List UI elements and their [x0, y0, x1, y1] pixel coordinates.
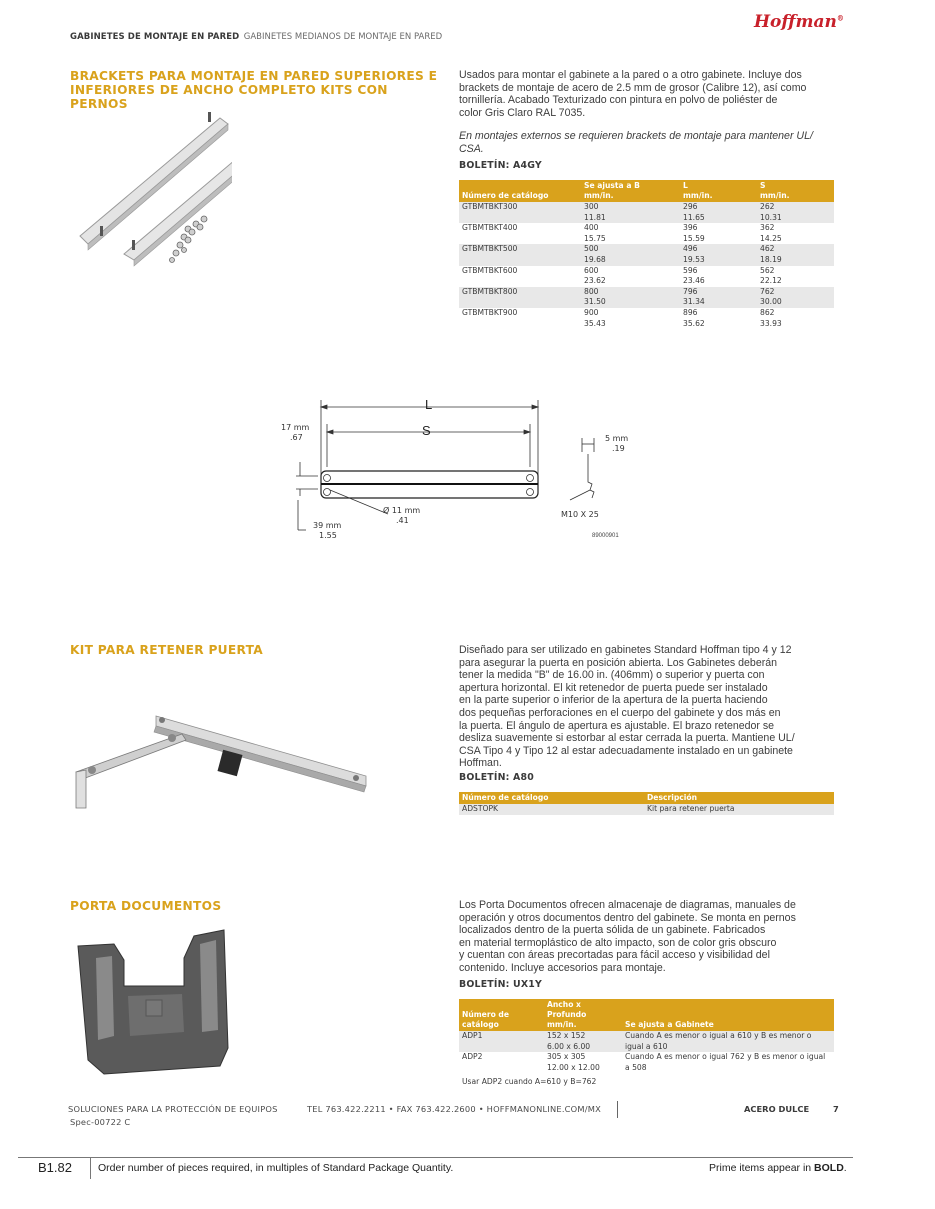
cell-l: 596 23.46 — [683, 265, 705, 286]
prime-period: . — [843, 1162, 847, 1174]
footer-divider — [617, 1101, 618, 1118]
footer-tagline: SOLUCIONES PARA LA PROTECCIÓN DE EQUIPOS — [68, 1104, 278, 1114]
table-header-row — [459, 180, 834, 202]
text-line: brackets de montaje de acero de 2.5 mm de grosor (Calibre 12), así como — [459, 81, 807, 94]
table-row — [459, 308, 834, 329]
text-line: apertura horizontal. El kit retenedor de puerta puede ser instalado — [459, 681, 768, 694]
cell-fits: Cuando A es menor o igual a 610 y B es menor o igual a 610 — [622, 1031, 834, 1052]
text-line: dos pequeñas perforaciones en el cuerpo del gabinete y dos más en — [459, 706, 781, 719]
section-title-door-stop-kit: KIT PARA RETENER PUERTA — [70, 643, 264, 657]
col-header-size: Ancho x Profundo mm/in. — [544, 999, 622, 1031]
text-line: tornillería. Acabado Texturizado con pintura en polvo de poliéster de — [459, 94, 778, 107]
prime-bold-word: BOLD — [814, 1162, 844, 1174]
cell-catalog: GTBMTBKT900 — [462, 307, 518, 317]
col-header-catalog: Número de catálogo — [459, 792, 644, 804]
wall-brackets-photo — [72, 104, 232, 279]
cell-s: 562 22.12 — [760, 265, 782, 286]
cell-description: Kit para retener puerta — [644, 804, 834, 815]
cell-catalog: ADSTOPK — [459, 804, 644, 815]
table-row — [459, 287, 834, 308]
hoffman-logo — [754, 12, 844, 32]
bulletin-a4gy: BOLETÍN: A4GY — [459, 160, 542, 171]
cell-fits-b: 900 35.43 — [584, 307, 606, 328]
catalog-page-id: B1.82 — [38, 1160, 72, 1175]
bottom-rule — [18, 1157, 853, 1158]
col-header-l: L mm/in. — [680, 180, 757, 202]
text-line: operación y otros documentos dentro del gabinete. Se monta en pernos — [459, 911, 796, 924]
table-row — [459, 804, 834, 815]
cell-l: 396 15.59 — [683, 223, 705, 243]
ul-csa-note — [459, 130, 849, 155]
footer-page-number: 7 — [833, 1104, 839, 1114]
prime-items-note — [709, 1162, 847, 1174]
cell-fits-b: 500 19.68 — [581, 244, 680, 265]
text-line: en la parte superior o inferior de la apertura de la puerta haciendo — [459, 694, 768, 707]
dimension-041: .41 — [396, 516, 409, 525]
cell-s: 362 14.25 — [760, 223, 782, 243]
section-title-document-holder: PORTA DOCUMENTOS — [70, 899, 222, 913]
table-row — [459, 244, 834, 265]
cell-fits-b: 400 15.75 — [584, 223, 606, 243]
logo-registered: ® — [836, 13, 844, 23]
bulletin-a80: BOLETÍN: A80 — [459, 772, 534, 783]
wall-brackets-description — [459, 69, 849, 119]
door-stop-kit-photo — [72, 700, 372, 815]
table-row — [459, 1031, 834, 1052]
cell-fits: Cuando A es menor o igual 762 y B es menor o igual a 508 — [625, 1052, 826, 1072]
cell-s: 862 33.93 — [760, 307, 782, 328]
text-line: Hoffman. — [459, 757, 502, 770]
bolt-size: M10 X 25 — [561, 510, 599, 519]
order-quantity-note: Order number of pieces required, in multiples of Standard Package Quantity. — [98, 1162, 454, 1174]
cell-l: 296 11.65 — [680, 202, 757, 223]
cell-catalog: ADP1 — [459, 1031, 544, 1052]
cell-size: 305 x 305 12.00 x 12.00 — [547, 1052, 600, 1072]
text-line: Los Porta Documentos ofrecen almacenaje de diagramas, manuales de — [459, 899, 796, 911]
dimension-5mm: 5 mm — [605, 434, 629, 443]
document-holder-description — [459, 899, 849, 975]
col-header-fits-enclosure: Se ajusta a Gabinete — [622, 999, 834, 1031]
col-header-fits-b: Se ajusta a B mm/in. — [581, 180, 680, 202]
cell-s: 262 10.31 — [757, 202, 834, 223]
bulletin-ux1y: BOLETÍN: UX1Y — [459, 979, 542, 990]
dimension-39mm: 39 mm — [313, 521, 342, 530]
bottom-divider — [90, 1157, 91, 1179]
col-header-description: Descripción — [644, 792, 834, 804]
dimension-019: .19 — [612, 444, 625, 453]
dimension-17mm: 17 mm — [281, 423, 310, 432]
footer-section: ACERO DULCE — [744, 1104, 810, 1114]
bracket-dimension-drawing — [270, 392, 650, 552]
drawing-number: 89000901 — [592, 533, 619, 539]
footer-contact: TEL 763.422.2211 • FAX 763.422.2600 • HOFFMANONLINE.COM/MX — [307, 1104, 602, 1114]
table-row — [459, 266, 834, 287]
table-header-row — [459, 999, 834, 1031]
cell-fits-b: 800 31.50 — [581, 287, 680, 308]
title-line: BRACKETS PARA MONTAJE EN PARED SUPERIORES E — [70, 69, 438, 83]
col-header-s: S mm/in. — [757, 180, 834, 202]
cell-fits-b: 300 11.81 — [581, 202, 680, 223]
col-header-catalog: Número de catálogo — [459, 180, 581, 202]
table-row — [459, 202, 834, 223]
footer-spec: Spec-00722 C — [70, 1117, 131, 1127]
text-line: color Gris Claro RAL 7035. — [459, 106, 586, 119]
header-category: GABINETES DE MONTAJE EN PARED — [70, 32, 240, 42]
cell-l: 896 35.62 — [683, 307, 705, 328]
dimension-067: .67 — [290, 433, 303, 442]
door-stop-kit-description — [459, 644, 849, 770]
page-header — [70, 26, 442, 44]
cell-s: 762 30.00 — [757, 287, 834, 308]
dimension-diameter: Ø 11 mm — [383, 506, 421, 515]
text-line: la puerta. El ángulo de apertura es ajustable. El brazo retenedor se — [459, 719, 775, 732]
cell-catalog: ADP2 — [462, 1052, 483, 1062]
cell-l: 796 31.34 — [680, 287, 757, 308]
text-line: desliza suavemente si estorbar al estar cerrada la puerta. Mantiene UL/ — [459, 732, 795, 745]
text-line: CSA. — [459, 142, 484, 155]
text-line: y cuentan con áreas precortadas para fácil acceso y visibilidad del — [459, 949, 770, 962]
prime-text: Prime items appear in — [709, 1162, 815, 1174]
document-holder-photo — [74, 928, 234, 1083]
title-line: INFERIORES DE ANCHO COMPLETO KITS CON PERNOS — [70, 83, 388, 111]
text-line: CSA Tipo 4 y Tipo 12 al estar adecuadamente instalado en un gabinete — [459, 744, 793, 757]
text-line: Usados para montar el gabinete a la pared o a otro gabinete. Incluye dos — [459, 69, 802, 81]
text-line: Diseñado para ser utilizado en gabinetes Standard Hoffman tipo 4 y 12 — [459, 644, 792, 656]
text-line: para asegurar la puerta en posición abierta. Los Gabinetes deberán — [459, 656, 778, 669]
dimension-155: 1.55 — [319, 531, 337, 540]
cell-catalog: GTBMTBKT800 — [459, 287, 581, 308]
document-holder-table — [459, 999, 834, 1073]
cell-fits-b: 600 23.62 — [584, 265, 606, 286]
text-line: localizados dentro de la puerta sólida de un gabinete. Fabricados — [459, 924, 766, 937]
wall-brackets-table — [459, 180, 834, 329]
logo-text: Hoffman — [754, 12, 837, 32]
text-line: contenido. Incluye accesorios para montaje. — [459, 961, 666, 974]
dimension-label-l: L — [425, 397, 433, 412]
cell-catalog: GTBMTBKT300 — [459, 202, 581, 223]
text-line: En montajes externos se requieren brackets de montaje para mantener UL/ — [459, 130, 813, 142]
cell-catalog: GTBMTBKT500 — [459, 244, 581, 265]
table-header-row — [459, 792, 834, 804]
table-row — [459, 1052, 834, 1073]
cell-catalog: GTBMTBKT600 — [462, 265, 518, 275]
cell-size: 152 x 152 6.00 x 6.00 — [544, 1031, 622, 1052]
text-line: en material termoplástico de alto impacto, son de color gris obscuro — [459, 936, 777, 949]
door-stop-kit-table — [459, 792, 834, 815]
adp2-usage-note: Usar ADP2 cuando A=610 y B=762 — [462, 1077, 597, 1086]
dimension-label-s: S — [422, 423, 431, 438]
cell-catalog: GTBMTBKT400 — [462, 223, 518, 233]
cell-s: 462 18.19 — [757, 244, 834, 265]
header-subcategory: GABINETES MEDIANOS DE MONTAJE EN PARED — [243, 32, 443, 42]
text-line: tener la medida "B" de 16.00 in. (406mm) o superior y puerta con — [459, 669, 765, 682]
col-header-catalog: Número de catálogo — [459, 999, 544, 1031]
cell-l: 496 19.53 — [680, 244, 757, 265]
table-row — [459, 223, 834, 244]
